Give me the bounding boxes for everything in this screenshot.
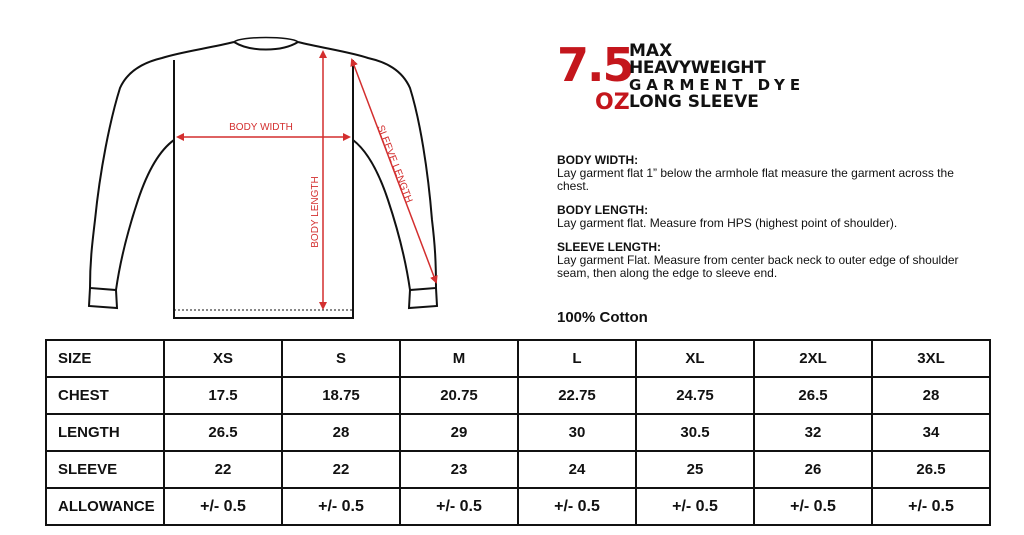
logo-line-1: MAX [629, 41, 673, 61]
table-header-cell: 2XL [754, 340, 872, 377]
table-cell: 26.5 [872, 451, 990, 488]
table-cell: 26.5 [164, 414, 282, 451]
table-cell: 22 [164, 451, 282, 488]
definition-sleeve-length [557, 241, 977, 280]
table-cell: 28 [282, 414, 400, 451]
table-cell: +/- 0.5 [518, 488, 636, 525]
table-cell: 29 [400, 414, 518, 451]
logo-weight: 7.5 [557, 38, 633, 92]
logo-line-4: LONG SLEEVE [629, 92, 759, 112]
shirt-diagram [0, 0, 470, 330]
table-cell: +/- 0.5 [636, 488, 754, 525]
table-header-cell: XL [636, 340, 754, 377]
definition-term: SLEEVE LENGTH: [557, 240, 662, 254]
definition-term: BODY WIDTH: [557, 153, 639, 167]
table-row-allowance [46, 488, 990, 525]
table-cell: 18.75 [282, 377, 400, 414]
table-cell: 34 [872, 414, 990, 451]
size-chart-table [45, 339, 991, 526]
table-cell: +/- 0.5 [872, 488, 990, 525]
shirt-right-sleeve [298, 42, 436, 290]
body-width-label: BODY WIDTH [229, 122, 293, 133]
table-header-cell: 3XL [872, 340, 990, 377]
shirt-body-outline [174, 60, 353, 318]
row-label: ALLOWANCE [46, 488, 164, 525]
shirt-collar-inner [234, 38, 298, 43]
table-header-cell: SIZE [46, 340, 164, 377]
body-length-label: BODY LENGTH [310, 176, 321, 248]
sleeve-length-label: SLEEVE LENGTH [374, 123, 415, 205]
shirt-right-cuff [409, 288, 437, 308]
table-cell: 22 [282, 451, 400, 488]
table-header-cell: L [518, 340, 636, 377]
table-cell: +/- 0.5 [754, 488, 872, 525]
table-cell: +/- 0.5 [400, 488, 518, 525]
table-cell: 28 [872, 377, 990, 414]
table-cell: 30.5 [636, 414, 754, 451]
definition-body-length [557, 204, 977, 230]
table-cell: 26 [754, 451, 872, 488]
table-header-cell: M [400, 340, 518, 377]
table-cell: +/- 0.5 [282, 488, 400, 525]
definition-body-width [557, 154, 977, 193]
table-cell: 24 [518, 451, 636, 488]
row-label: LENGTH [46, 414, 164, 451]
table-header-cell: XS [164, 340, 282, 377]
table-row-sleeve [46, 451, 990, 488]
table-cell: +/- 0.5 [164, 488, 282, 525]
measurement-definitions [557, 154, 977, 291]
table-cell: 32 [754, 414, 872, 451]
table-row-length [46, 414, 990, 451]
definition-text: Lay garment flat. Measure from HPS (highest point of shoulder). [557, 216, 898, 230]
definition-term: BODY LENGTH: [557, 203, 649, 217]
shirt-left-cuff [89, 288, 117, 308]
logo-line-2: HEAVYWEIGHT [629, 58, 766, 78]
table-cell: 26.5 [754, 377, 872, 414]
table-header-row [46, 340, 990, 377]
table-cell: 17.5 [164, 377, 282, 414]
definition-text: Lay garment Flat. Measure from center back neck to outer edge of shoulder seam, then along the edge to sleeve end. [557, 253, 959, 280]
table-cell: 30 [518, 414, 636, 451]
row-label: SLEEVE [46, 451, 164, 488]
table-cell: 24.75 [636, 377, 754, 414]
product-logo [557, 38, 806, 118]
table-cell: 22.75 [518, 377, 636, 414]
logo-unit: OZ [595, 90, 630, 115]
table-row-chest [46, 377, 990, 414]
table-cell: 25 [636, 451, 754, 488]
row-label: CHEST [46, 377, 164, 414]
logo-line-3: GARMENT DYE [629, 76, 806, 94]
table-cell: 23 [400, 451, 518, 488]
shirt-left-sleeve [90, 42, 234, 290]
material-text: 100% Cotton [557, 309, 648, 326]
shirt-collar [234, 42, 298, 50]
table-cell: 20.75 [400, 377, 518, 414]
table-header-cell: S [282, 340, 400, 377]
definition-text: Lay garment flat 1” below the armhole flat measure the garment across the chest. [557, 166, 954, 193]
